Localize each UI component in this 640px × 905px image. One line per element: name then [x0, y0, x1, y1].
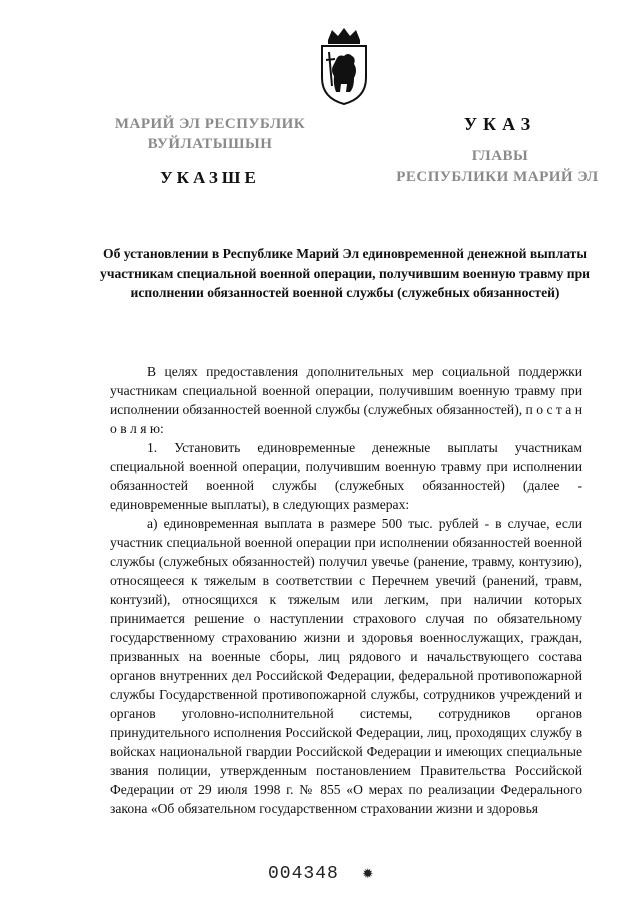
header-left-line1: МАРИЙ ЭЛ РЕСПУБЛИК [114, 116, 306, 132]
header-left-line2: ВУЙЛАТЫШЫН [147, 136, 273, 152]
header-left-line3: УКАЗШЕ [160, 168, 260, 187]
serial-number-text: 004348 [268, 864, 339, 884]
paragraph-preamble: В целях предоставления дополнительных мер социальной поддержки участникам специальной военной операции, получившим военную травму при исполнении обязанностей военной службы (служебных обязанностей), п о с т а н о в л я ю: [110, 364, 582, 436]
paragraph-item-1: 1. Установить единовременные денежные выплаты участникам специальной военной операции, получившим военную травму при исполнении обязанностей военной службы (служебных обязанностей) (далее - единовременные выплаты), в следующих размерах: [110, 440, 582, 512]
serial-number [268, 862, 374, 884]
coat-of-arms-icon [318, 26, 370, 106]
header-right-line1: УКАЗ [463, 114, 537, 134]
header-right-line2: ГЛАВЫ [471, 148, 529, 164]
header-right-line3: РЕСПУБЛИКИ МАРИЙ ЭЛ [396, 169, 599, 185]
decree-body [110, 362, 582, 818]
decree-title: Об установлении в Республике Марий Эл единовременной денежной выплаты участникам специальной военной операции, получившим военную травму при исполнении обязанностей военной службы (служебных обязанностей) [100, 246, 590, 300]
seal-mark-icon: ✹ [350, 864, 375, 884]
paragraph-item-1a: а) единовременная выплата в размере 500 тыс. рублей - в случае, если участник специальной военной операции при исполнении обязанностей военной службы (служебных обязанностей) получил увечье (ранение, травму, контузию), относящееся к тяжелым в соответствии с Перечнем увечий (ранений, травм, контузий), относящихся к тяжелым или легким, при наличии которых принимается решение о наступлении страхового случая по обязательному государственному страхованию жизни и здоровья военнослужащих, граждан, призванных на военные сборы, лиц рядового и начальствующего состава органов внутренних дел Российской Федерации, федеральной противопожарной службы Государственной противопожарной службы, сотрудников учреждений и органов уголовно-исполнительной системы, сотрудников органов принудительного исполнения Российской Федерации, лиц, проходящих службу в войсках национальной гвардии Российской Федерации и имеющих специальные звания полиции, утвержденным постановлением Правительства Российской Федерации от 29 июля 1998 г. № 855 «О мерах по реализации Федерального закона «Об обязательном государственном страховании жизни и здоровья [110, 516, 582, 816]
